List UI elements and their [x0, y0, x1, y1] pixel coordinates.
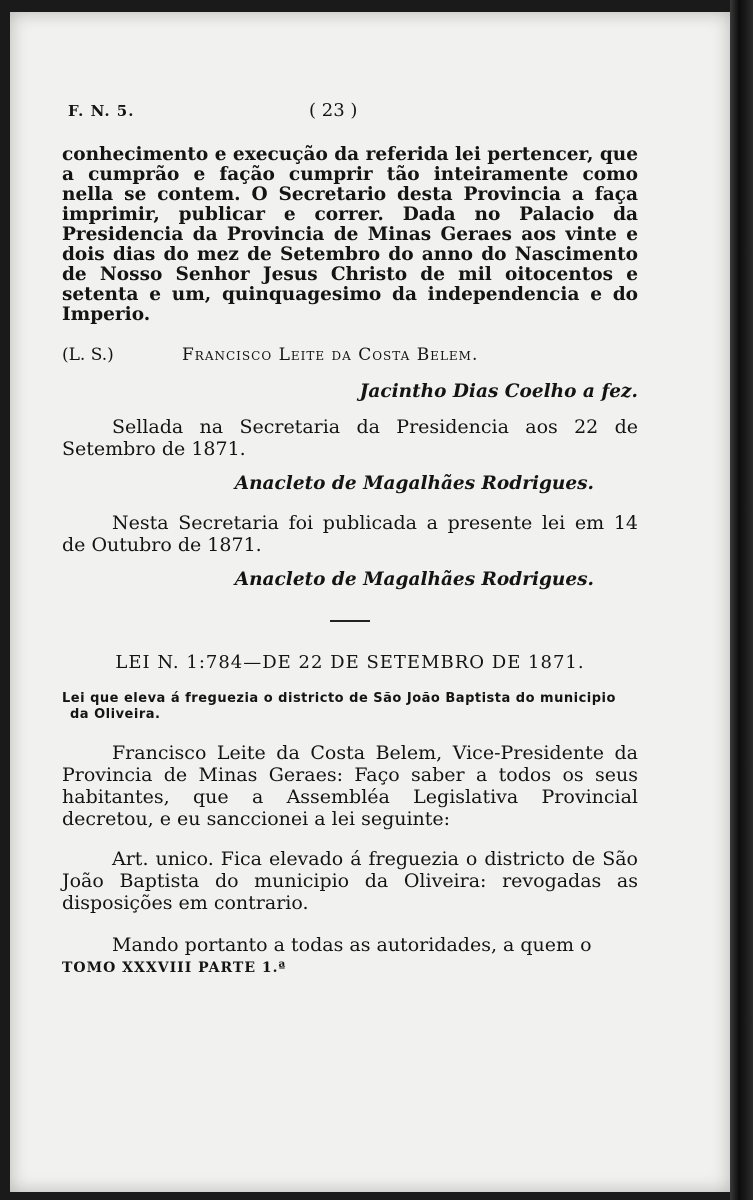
- signer-name: Francisco Leite da Costa Belem.: [182, 345, 479, 365]
- registrar-signature-1: Anacleto de Magalhães Rodrigues.: [234, 473, 594, 494]
- law-summary: Lei que eleva á freguezia o districto de São João Baptista do municipio da Oliveira.: [62, 691, 616, 722]
- publication-paragraph: Nesta Secretaria foi publicada a presente lei em 14 de Outubro de 1871.: [62, 512, 638, 556]
- section-divider: [330, 620, 370, 622]
- law-article: Art. unico. Fica elevado á freguezia o districto de São João Baptista do municipio da Oliveira: revogadas as disposições em contrario.: [62, 848, 638, 914]
- made-by-line: Jacintho Dias Coelho a fez.: [359, 381, 638, 402]
- sealed-paragraph: Sellada na Secretaria da Presidencia aos 22 de Setembro de 1871.: [62, 416, 638, 460]
- registrar-signature-2: Anacleto de Magalhães Rodrigues.: [234, 569, 594, 590]
- law-title: LEI N. 1:784—DE 22 DE SETEMBRO DE 1871.: [115, 652, 585, 673]
- page-body: [62, 145, 638, 976]
- page-header: [10, 92, 730, 122]
- opening-paragraph: conhecimento e execução da referida lei pertencer, que a cumprão e fação cumprir tão inteiramente como nella se contem. O Secretario desta Provincia a faça imprimir, publicar e correr. Dada no Palacio da Presidencia da Provincia de Minas Geraes aos vinte e dois dias do mez de Setembro do anno do Nascimento de Nosso Senhor Jesus Christo de mil oitocentos e setenta e um, quinquagesimo da independencia e do Imperio.: [62, 144, 638, 325]
- seal-mark: (L. S.): [62, 345, 114, 365]
- page-number: ( 23 ): [309, 100, 358, 121]
- signature-line: [62, 345, 638, 365]
- volume-footer: TOMO XXXVIII PARTE 1.ª: [62, 960, 287, 976]
- book-page: [10, 12, 730, 1192]
- signature-mark: F. N. 5.: [68, 102, 135, 120]
- page-edge-shadow: [730, 0, 753, 1200]
- law-intro: Francisco Leite da Costa Belem, Vice-Presidente da Provincia de Minas Geraes: Faço saber a todos os seus habitantes, que a Assembléa Legislativa Provincial decretou, e eu sanccionei a lei seguinte:: [62, 742, 638, 830]
- law-closing: Mando portanto a todas as autoridades, a quem o: [112, 934, 592, 956]
